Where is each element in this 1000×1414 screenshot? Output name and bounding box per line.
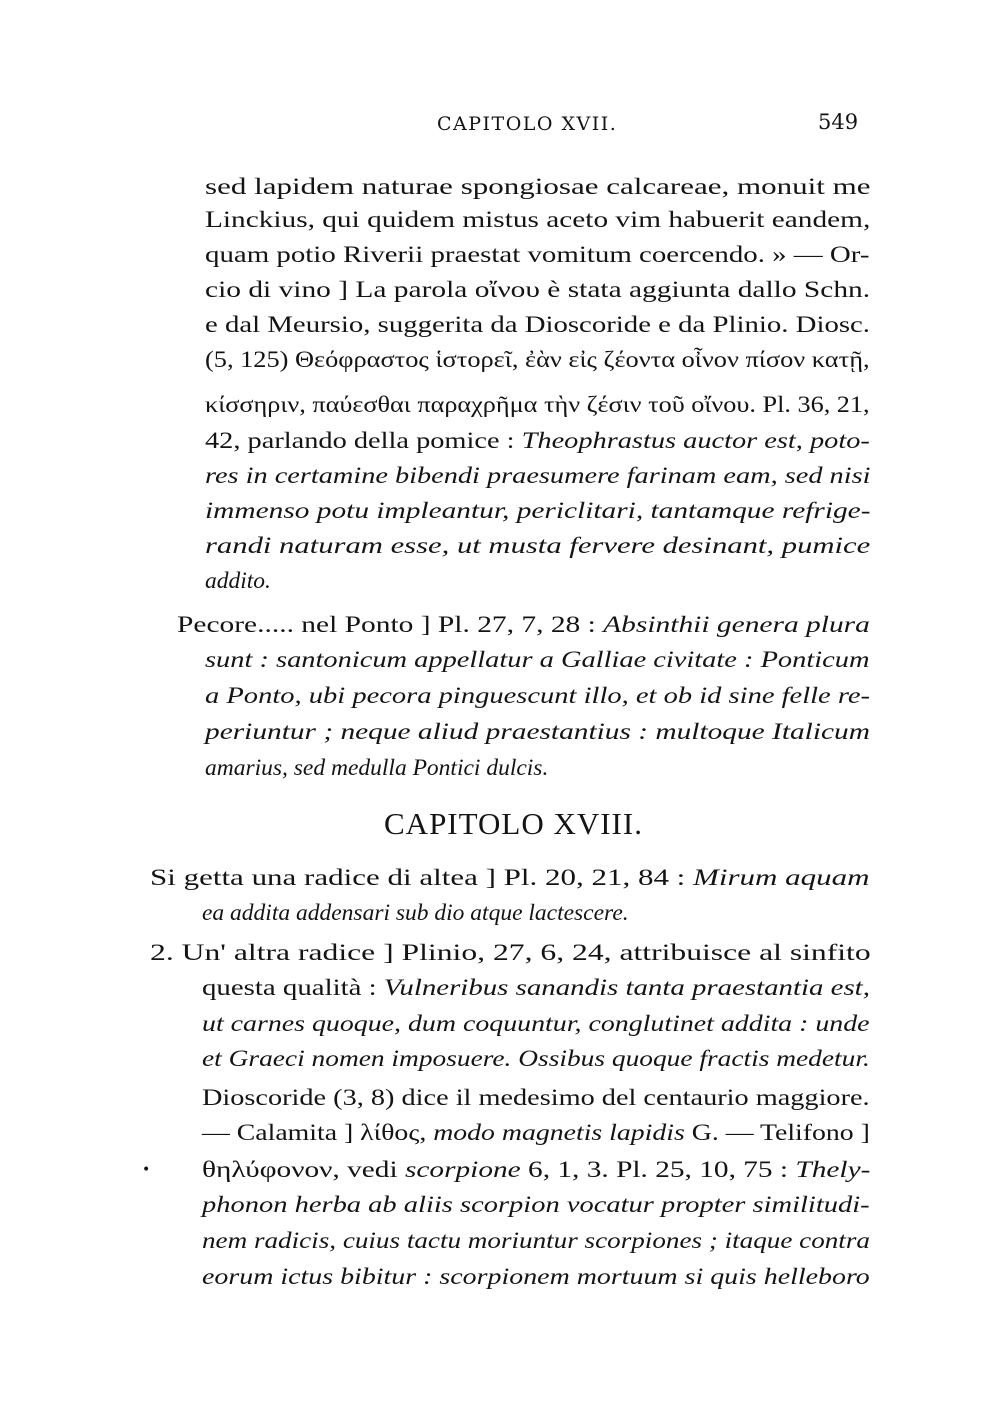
chapter-line: θηλύφονον, vedi scorpione 6, 1, 3. Pl. 25, 10, 75 : Thely-: [202, 1157, 871, 1183]
body-line: amarius, sed medulla Pontici dulcis.: [205, 755, 549, 781]
chapter-line: Dioscoride (3, 8) dice il medesimo del centaurio maggiore.: [202, 1085, 870, 1111]
chapter-line: questa qualità : Vulneribus sanandis tanta praestantia est,: [202, 975, 870, 1001]
body-line: sed lapidem naturae spongiosae calcareae, monuit me: [205, 174, 871, 200]
chapter-line: ut carnes quoque, dum coquuntur, conglutinet addita : unde: [202, 1011, 870, 1037]
chapter-line: eorum ictus bibitur : scorpionem mortuum si quis helleboro: [202, 1264, 870, 1290]
body-line: Pecore..... nel Ponto ] Pl. 27, 7, 28 : Absinthii genera plura: [177, 612, 870, 638]
chapter-line: ea addita addensari sub dio atque lactescere.: [202, 900, 629, 926]
body-line: immenso potu impleantur, periclitari, tantamque refrige-: [205, 498, 871, 524]
body-line: e dal Meursio, suggerita da Dioscoride e da Plinio. Diosc.: [205, 312, 871, 338]
page-number: 549: [818, 110, 859, 134]
body-line: κίσσηριν, παύεσθαι παραχρῆμα τὴν ζέσιν τοῦ οἴνου. Pl. 36, 21,: [205, 392, 870, 418]
body-line: res in certamine bibendi praesumere farinam eam, sed nisi: [205, 463, 871, 489]
body-line: randi naturam esse, ut musta fervere desinant, pumice: [205, 533, 871, 559]
chapter-line: phonon herba ab aliis scorpion vocatur propter similitudi-: [202, 1192, 870, 1218]
body-line: (5, 125) Θεόφραστος ἱστορεῖ, ἐὰν εἰς ζέοντα οἶνον πίσον κατῇ,: [205, 347, 870, 373]
chapter-title: CAPITOLO XVIII.: [384, 806, 643, 841]
body-line: Linckius, qui quidem mistus aceto vim habuerit eandem,: [205, 207, 871, 233]
chapter-line: nem radicis, cuius tactu moriuntur scorpiones ; itaque contra: [202, 1228, 870, 1254]
margin-mark: •: [142, 1162, 151, 1178]
chapter-line: — Calamita ] λίθος, modo magnetis lapidis G. — Telifono ]: [202, 1120, 870, 1146]
body-line: a Ponto, ubi pecora pinguescunt illo, et ob id sine felle re-: [205, 683, 871, 709]
body-line: cio di vino ] La parola οἴνου è stata aggiunta dallo Schn.: [205, 277, 871, 303]
body-line: sunt : santonicum appellatur a Galliae civitate : Ponticum: [205, 647, 870, 673]
body-line: periuntur ; neque aliud praestantius : multoque Italicum: [205, 719, 870, 745]
body-line: quam potio Riverii praestat vomitum coercendo. » — Or-: [205, 242, 870, 268]
chapter-line: et Graeci nomen imposuere. Ossibus quoque fractis medetur.: [202, 1046, 870, 1072]
body-line: addito.: [205, 568, 271, 594]
chapter-line: 2. Un' altra radice ] Plinio, 27, 6, 24, attribuisce al sinfito: [150, 940, 871, 966]
body-line: 42, parlando della pomice : Theophrastus auctor est, poto-: [205, 428, 870, 454]
chapter-line: Si getta una radice di altea ] Pl. 20, 21, 84 : Mirum aquam: [150, 865, 870, 891]
running-title: CAPITOLO XVII.: [437, 113, 618, 135]
